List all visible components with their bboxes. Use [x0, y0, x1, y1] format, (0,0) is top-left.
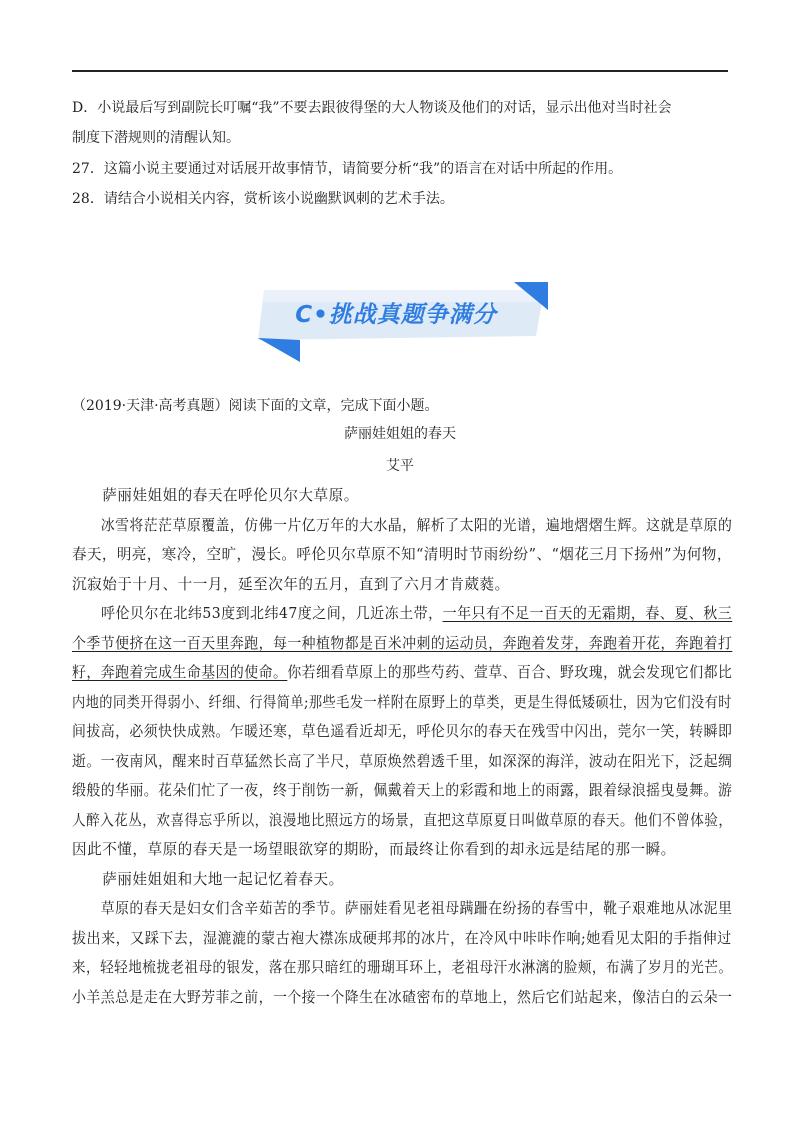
para-2-line-2: 春天，明亮，寒冷，空旷，漫长。呼伦贝尔草原不知“清明时节雨纷纷”、“烟花三月下扬州”为何物，	[72, 546, 732, 563]
para-3-line-1	[72, 599, 733, 629]
para-5-line-2: 拔出来，又踩下去，湿漉漉的蒙古袍大襟冻成硬邦邦的冰片，在冷风中咔咔作响;她看见太阳的手指伸过	[72, 929, 732, 947]
para-3-line-5: 间拔高，必须快快成熟。乍暖还寒，草色遥看近却无，呼伦贝尔的春天在残雪中闪出，莞尔一笑，转瞬即	[72, 723, 733, 740]
para-4: 萨丽娃姐姐和大地一起记忆着春天。	[72, 870, 344, 888]
underlined-passage-1: 一年只有不足一百天的无霜期，春、夏、秋三	[442, 605, 733, 622]
question-27: 27．这篇小说主要通过对话展开故事情节，请简要分析“我”的语言在对话中所起的作用。	[72, 161, 623, 177]
para-2-line-1: 冰雪将茫茫草原覆盖，仿佛一片亿万年的大水晶，解析了太阳的光谱，遍地熠熠生辉。这就是草原的	[72, 516, 733, 534]
top-divider	[72, 70, 728, 72]
section-banner	[256, 282, 551, 362]
question-28: 28．请结合小说相关内容，赏析该小说幽默讽刺的艺术手法。	[72, 191, 454, 207]
option-d-line2: 制度下潜规则的清醒认知。	[72, 130, 240, 146]
para-1: 萨丽娃姐姐的春天在呼伦贝尔大草原。	[72, 487, 359, 504]
para-3-line-7: 缎般的华丽。花朵们忙了一夜，终于削饬一新，佩戴着天上的彩霞和地上的雨露，跟着绿浪摇曳曼舞。游	[72, 782, 733, 799]
option-d-line1: D．小说最后写到副院长叮嘱“我”不要去跟彼得堡的大人物谈及他们的对话，显示出他对当时社会	[72, 100, 672, 116]
source-line: （2019·天津·高考真题）阅读下面的文章，完成下面小题。	[72, 398, 439, 414]
para-3-line-2	[72, 629, 733, 659]
underlined-passage-3: 籽，奔跑着完成生命基因的使命。	[72, 664, 288, 681]
para-3-line-8: 人醉入花丛，欢喜得忘乎所以，浪漫地比照远方的场景，直把这草原夏日叫做草原的春天。他们不曾体验，	[72, 811, 733, 829]
article-author: 艾平	[386, 458, 414, 474]
para-3-line-1-plain: 呼伦贝尔在北纬53度到北纬47度之间，几近冻土带，	[72, 605, 443, 622]
para-3-line-3	[72, 658, 733, 688]
underlined-passage-2: 个季节便挤在这一百天里奔跑，每一种植物都是百米冲刺的运动员，奔跑着发芽，奔跑着开花，奔跑着打	[72, 634, 733, 652]
para-5-line-3: 来，轻轻地梳拢老祖母的银发，落在那只暗红的珊瑚耳环上，老祖母汗水淋漓的脸颊，布满了岁月的光芒。	[72, 959, 733, 976]
para-3-line-6: 逝。一夜南风，醒来时百草猛然长高了半尺，草原焕然碧透千里，如深深的海洋，波动在阳光下，泛起绸	[72, 752, 733, 770]
para-3-line-9: 因此不懂，草原的春天是一场望眼欲穿的期盼，而最终让你看到的却永远是结尾的那一瞬。	[72, 841, 676, 858]
banner-title: C•挑战真题争满分	[295, 302, 497, 328]
para-3-line-4: 内地的同类开得弱小、纤细、行得简单;那些毛发一样附在原野上的草类，更是生得低矮硕壮，因为它们没有时	[72, 693, 732, 711]
article-body	[72, 481, 732, 1012]
para-3-line-3-plain: 你若细看草原上的那些芍药、萱草、百合、野玫瑰，就会发现它们都比	[287, 664, 733, 681]
para-5-line-1: 草原的春天是妇女们含辛茹苦的季节。萨丽娃看见老祖母蹒跚在纷扬的春雪中，靴子艰难地从冰泥里	[72, 900, 733, 917]
article-title: 萨丽娃姐姐的春天	[344, 426, 456, 442]
para-2-line-3: 沉寂始于十月、十一月，延至次年的五月，直到了六月才肯葳蕤。	[72, 575, 510, 593]
para-5-line-4: 小羊羔总是走在大野芳菲之前，一个接一个降生在冰碴密布的草地上，然后它们站起来，像洁白的云朵一	[72, 988, 733, 1006]
